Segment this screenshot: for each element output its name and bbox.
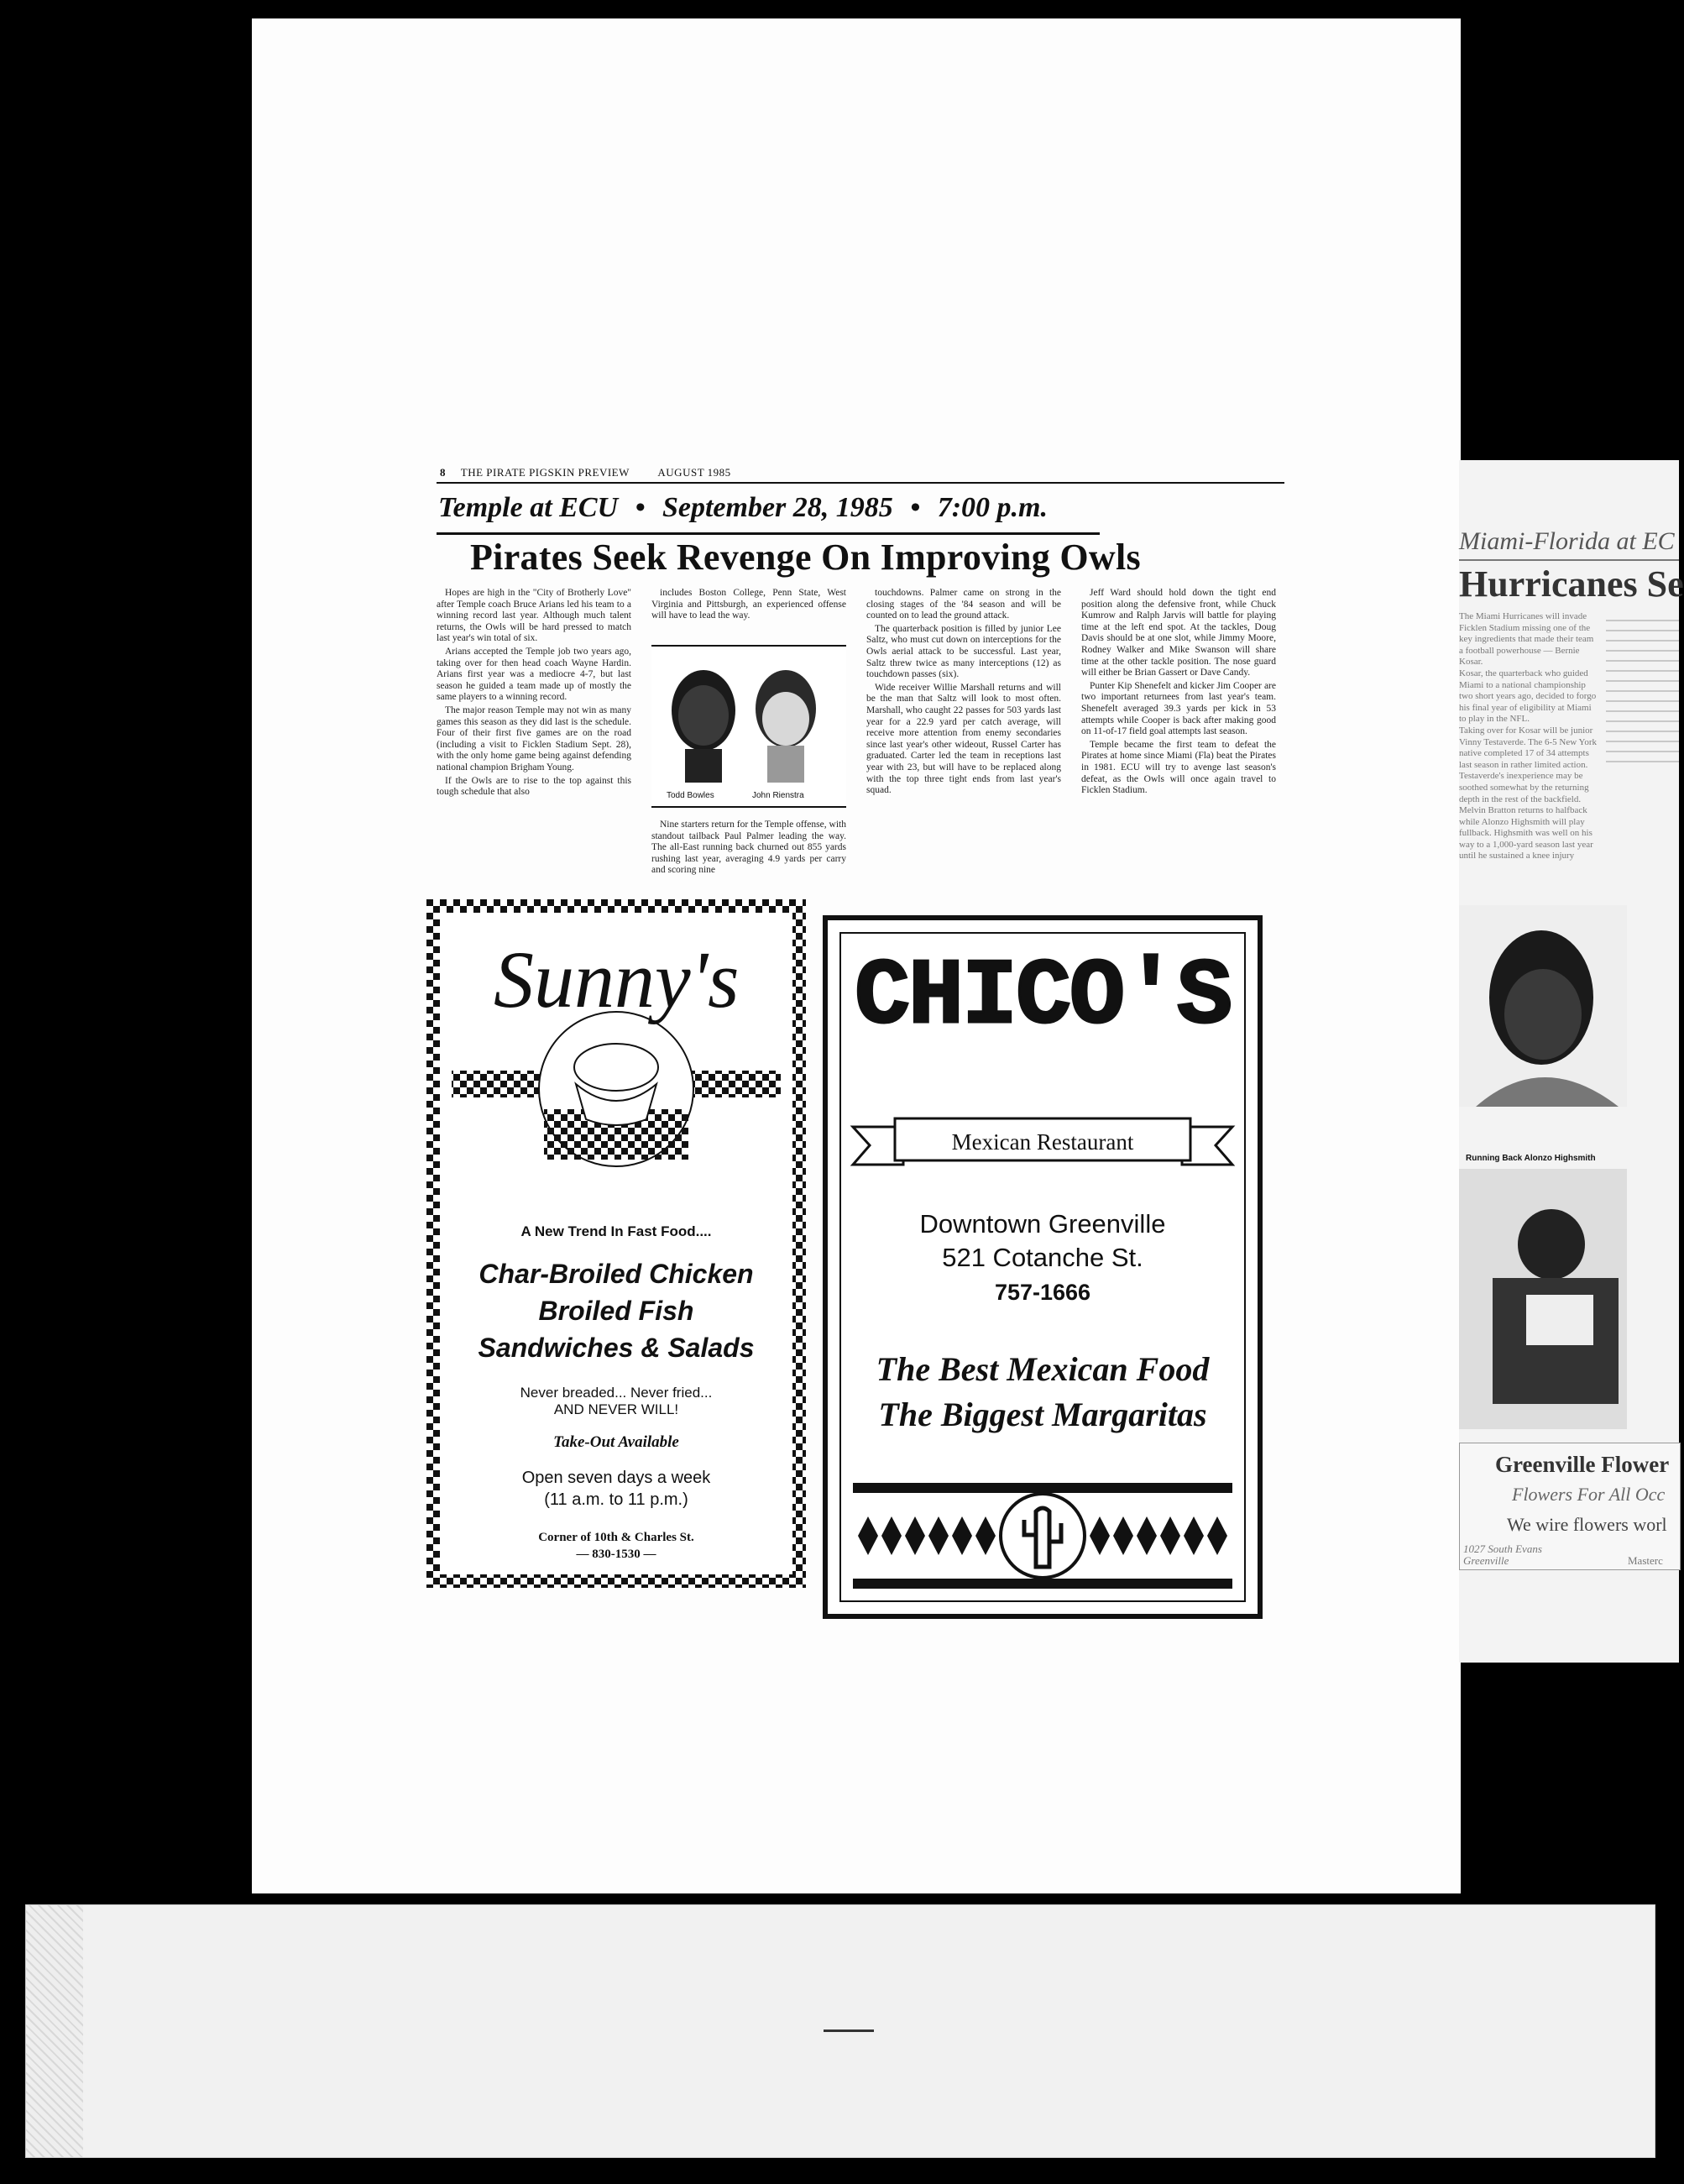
- paragraph: The major reason Temple may not win as many games this season as they did last is the schedule. Four of their first five games are on the road (including a visit to Ficklen Stadium Sept. 28), with the only home game being against defending national champion Brigham Young.: [437, 704, 631, 773]
- adjacent-photo-caption: Running Back Alonzo Highsmith: [1466, 1154, 1596, 1163]
- paragraph: Wide receiver Willie Marshall returns and will be the man that Saltz will look to most often. Marshall, who caught 22 passes for 503 yards last year for a 22.9 yard per catch average, will receive more attention from enemy secondaries since last year's other wideout, Russel Carter has graduated. Carter led the team in receptions last year with 23, but will have to be replaced along with the top three tight ends from last year's squad.: [866, 682, 1061, 796]
- sunnys-menu: [426, 1255, 806, 1366]
- chicos-street: 521 Cotanche St.: [942, 1243, 1143, 1272]
- paragraph: Testaverde's inexperience may be soothed somewhat by the returning depth in the rest of the backfield. Melvin Bratton returns to halfback while Alonzo Highsmith will play fullback. Highsmith was well on his way to a 1,000-yard season last year until he sustained a knee injury: [1459, 771, 1593, 862]
- sunnys-address: Corner of 10th & Charles St.: [538, 1531, 694, 1544]
- sunnys-ad: [426, 899, 806, 1588]
- flower-ad-sub: Flowers For All Occ: [1512, 1484, 1666, 1505]
- flower-ad-wire: We wire flowers worl: [1507, 1514, 1667, 1535]
- chicos-location: Downtown Greenville: [919, 1209, 1166, 1239]
- menu-item: Char-Broiled Chicken: [479, 1259, 754, 1289]
- flower-ad: [1459, 1443, 1681, 1570]
- strip-mark: [824, 2029, 874, 2032]
- chicos-slogan: The Best Mexican Food: [876, 1350, 1210, 1388]
- paragraph: Hopes are high in the "City of Brotherly Love" after Temple coach Bruce Arians led his team to a winning record last year. Although much talent returns, the Owls will be hard pressed to match last year's win total of six.: [437, 588, 631, 644]
- article-column-2-bottom: [651, 820, 846, 895]
- paragraph: Nine starters return for the Temple offense, with standout tailback Paul Palmer leading the way. The all-East running back churned out 855 yards rushing last year, averaging 4.9 yards per carry and scoring nine: [651, 820, 846, 876]
- issue-date: AUGUST 1985: [657, 466, 731, 479]
- menu-item: Sandwiches & Salads: [478, 1333, 755, 1363]
- sunnys-phone: — 830-1530 —: [576, 1548, 656, 1561]
- flower-ad-address2: Greenville: [1463, 1554, 1509, 1567]
- paragraph: The quarterback position is filled by junior Lee Saltz, who must cut down on interceptions for the Owls aerial attack to be successful. Last year, Saltz threw twice as many interceptions (12) as touchdown passes (six).: [866, 623, 1061, 680]
- chicos-slogans: [828, 1347, 1258, 1438]
- chicos-banner: Mexican Restaurant: [951, 1129, 1134, 1155]
- article-column-4: [1081, 588, 1276, 907]
- adjacent-dateline: Miami-Florida at EC: [1459, 527, 1675, 555]
- game-time: 7:00 p.m.: [937, 492, 1048, 523]
- article-column-1: [437, 588, 631, 892]
- paragraph: Punter Kip Shenefelt and kicker Jim Cooper are two important returnees from last year's team. Shenefelt averaged 39.3 yards per kick in 53 attempts while Cooper is back after making good on 11-of-17 field goal attempts last season.: [1081, 680, 1276, 737]
- sunnys-takeout: Take-Out Available: [553, 1433, 679, 1451]
- hours-line: Open seven days a week: [521, 1469, 711, 1487]
- chicos-ad: [823, 915, 1263, 1619]
- paragraph: Taking over for Kosar will be junior Vinny Testaverde. The 6-5 New York native completed 17 of 34 attempts last season in rather limited action.: [1459, 725, 1598, 770]
- player-headshots: [651, 650, 846, 804]
- never-line: Never breaded... Never fried...: [520, 1385, 713, 1401]
- adjacent-headline: Hurricanes Se: [1459, 563, 1684, 605]
- menu-item: Broiled Fish: [538, 1296, 694, 1326]
- page-number: 8: [440, 466, 446, 479]
- paragraph: Jeff Ward should hold down the tight end position along the defensive front, while Chuck Kumrow and Ralph Jarvis will battle for playing time at the left end spot. At the tackles, Doug Davis should be at one slot, while Jimmy Moore, Rodney Walker and Mike Swanson will share time at the other tackle position. The nose guard will either be Brian Gassert or Dave Candy.: [1081, 588, 1276, 678]
- page-header: [440, 466, 731, 479]
- running-back-photo: [1459, 905, 1627, 1107]
- hours-line: (11 a.m. to 11 p.m.): [544, 1490, 688, 1509]
- sunnys-tagline: A New Trend In Fast Food....: [520, 1223, 712, 1239]
- paragraph: The Miami Hurricanes will invade Ficklen Stadium missing one of the key ingredients that made their team a football powerhouse — Bernie Kosar.: [1459, 611, 1594, 668]
- game-date: September 28, 1985: [662, 492, 893, 523]
- dateline-rule: [437, 532, 1100, 535]
- adjacent-column-cut: [1606, 611, 1679, 762]
- sunnys-never: [426, 1385, 806, 1418]
- microfilm-strip: [25, 1904, 1655, 2158]
- flower-ad-extra: Masterc: [1628, 1554, 1663, 1567]
- paragraph: Arians accepted the Temple job two years ago, taking over for then head coach Wayne Hardin. Arians first year was a mediocre 4-7, but last season he guided a team made up of mostly the same players to a winning record.: [437, 646, 631, 703]
- adjacent-page: [1459, 460, 1684, 1663]
- paragraph: If the Owls are to rise to the top against this tough schedule that also: [437, 775, 631, 798]
- photo-rule-bottom: [651, 806, 846, 808]
- paragraph: touchdowns. Palmer came on strong in the closing stages of the '84 season and will be counted on to lead the ground attack.: [866, 588, 1061, 621]
- publication-name: THE PIRATE PIGSKIN PREVIEW: [460, 466, 630, 479]
- paragraph: Kosar, the quarterback who guided Miami to a national championship two short years ago, decided to forgo his final year of eligibility at Miami to play in the NFL.: [1459, 668, 1597, 725]
- adjacent-column: [1459, 611, 1598, 862]
- chicos-slogan: The Biggest Margaritas: [878, 1396, 1207, 1433]
- strip-edge: [26, 1905, 83, 2157]
- sunnys-logo: Sunny's: [494, 935, 740, 1024]
- photo-caption-bowles: Todd Bowles: [667, 791, 714, 800]
- headline: Pirates Seek Revenge On Improving Owls: [470, 537, 1141, 578]
- sunnys-hours: [426, 1467, 806, 1511]
- action-photo: [1459, 1169, 1627, 1429]
- adjacent-rule: [1459, 559, 1679, 561]
- paragraph: Temple became the first team to defeat the Pirates at home since Miami (Fla) beat the Pirates in 1981. ECU will try to avenge last season's defeat, as the Owls will once again travel to Ficklen Stadium.: [1081, 739, 1276, 796]
- header-rule: [437, 482, 1284, 484]
- article-column-2-top: [651, 588, 846, 642]
- matchup: Temple at ECU: [438, 492, 619, 523]
- paragraph: includes Boston College, Penn State, West Virginia and Pittsburgh, an experienced offense will have to lead the way.: [651, 588, 846, 621]
- flower-ad-title: Greenville Flower: [1495, 1452, 1670, 1477]
- game-dateline: Temple at ECU • September 28, 1985 • 7:00 p.m.: [438, 492, 1048, 523]
- chicos-phone: 757-1666: [994, 1280, 1091, 1305]
- flower-ad-address1: 1027 South Evans: [1463, 1542, 1542, 1555]
- chicos-address: [828, 1207, 1258, 1275]
- photo-rule-top: [651, 645, 846, 647]
- never-line: AND NEVER WILL!: [553, 1401, 679, 1417]
- player-photos: [651, 650, 846, 804]
- diamond-border: [853, 1483, 1232, 1589]
- article-column-3: [866, 588, 1061, 900]
- chicos-logo: CHICO'S: [854, 945, 1232, 1050]
- photo-caption-rienstra: John Rienstra: [752, 791, 804, 800]
